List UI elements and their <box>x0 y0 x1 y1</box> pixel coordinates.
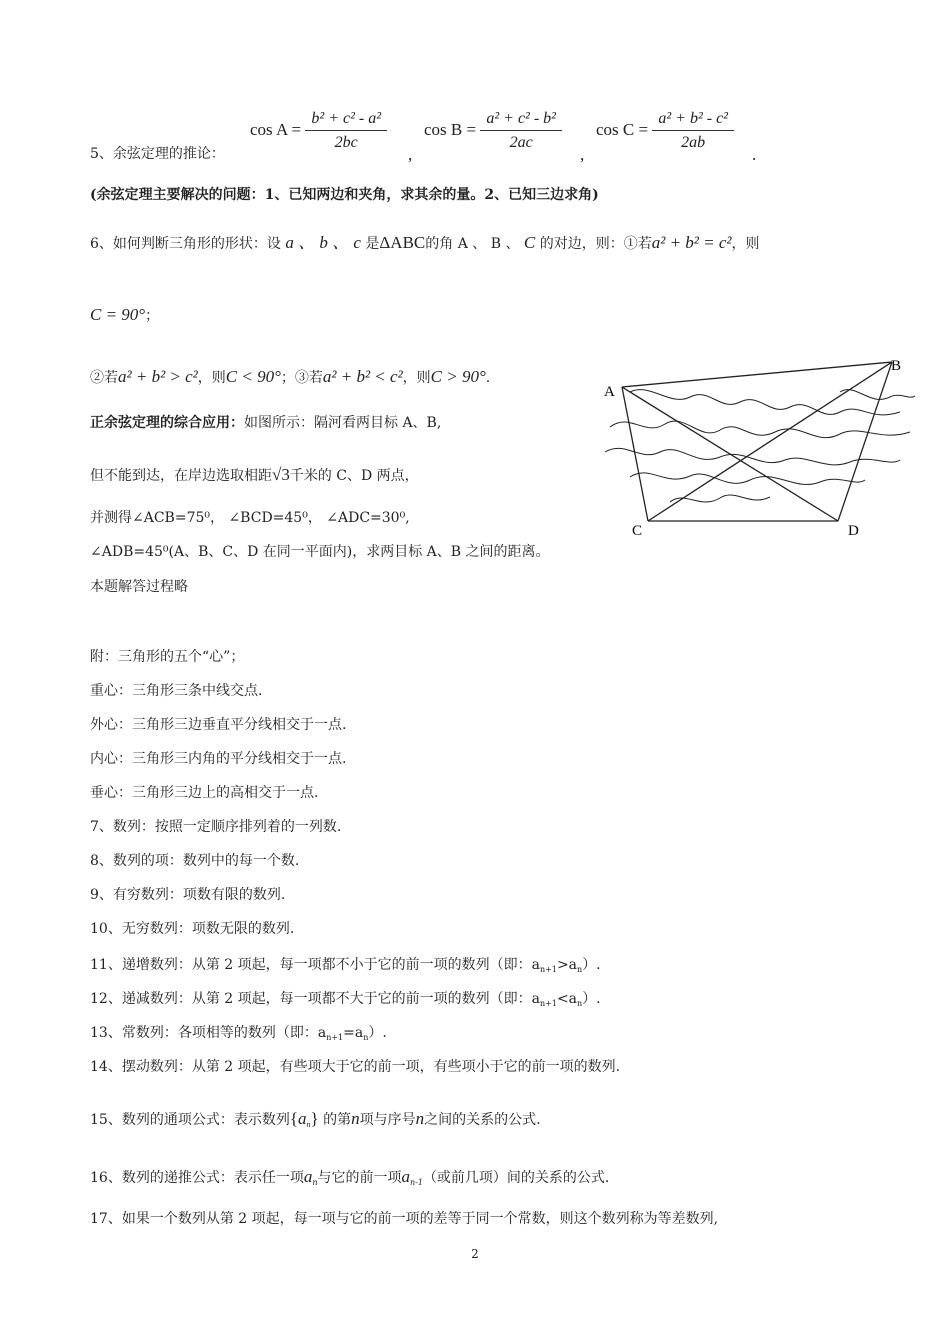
sqrt3: √3 <box>272 465 290 484</box>
item12-sub1: n+1 <box>539 999 557 1008</box>
page-number: 2 <box>471 1247 479 1261</box>
item15-n1: n <box>351 1109 360 1128</box>
item11-sub2: n <box>577 965 583 974</box>
item11-a1: a <box>531 957 540 973</box>
item16-text-a: 16、数列的递推公式：表示任一项 <box>90 1170 304 1186</box>
item6-angle-c: C <box>523 233 536 252</box>
item6-triangle: ΔABC <box>379 233 426 252</box>
item6-result1-formula: C = 90° <box>90 305 146 324</box>
item12-end: ）. <box>582 991 601 1007</box>
cosine-law-note: (余弦定理主要解决的问题：1、已知两边和夹角，求其余的量。2、已知三边求角) <box>90 187 599 203</box>
application-line5: 本题解答过程略 <box>90 579 188 595</box>
cosB-formula <box>424 110 562 152</box>
case2-cond: a² + b² > c² <box>118 367 198 386</box>
item15-seq-brace: $\{a_n\}$ <box>289 1109 319 1129</box>
item12 <box>90 990 601 1013</box>
cosA-formula <box>250 110 387 152</box>
label-B: B <box>891 358 902 374</box>
item11-sub1: n+1 <box>539 965 557 974</box>
item12-a1: a <box>531 991 540 1007</box>
item11 <box>90 956 601 979</box>
item13 <box>90 1024 387 1047</box>
label-D: D <box>848 523 859 539</box>
item12-a2: a <box>568 991 578 1007</box>
river-waves <box>605 390 915 502</box>
item14: 14、摆动数列：从第 2 项起，有些项大于它的前一项，有些项小于它的前一项的数列. <box>90 1059 621 1075</box>
cosC-numerator: a² + b² - c² <box>652 110 734 131</box>
item16-an1-sub: n-1 <box>409 1178 423 1187</box>
def-item: 10、无穷数列：项数无限的数列. <box>90 921 295 937</box>
cosC-lhs: cos C = <box>596 119 649 139</box>
item6-line1 <box>90 234 760 253</box>
case3-prefix: ；③若 <box>280 370 323 386</box>
case3-result: C > 90° <box>430 367 486 386</box>
item12-text: 12、递减数列：从第 2 项起，每一项都不大于它的前一项的数列（即： <box>90 991 532 1007</box>
cosC-formula <box>596 110 734 152</box>
cosB-lhs: cos B = <box>424 119 477 139</box>
item6-vars: a 、 b 、 c <box>285 233 361 252</box>
application-title: 正余弦定理的综合应用： <box>90 415 244 431</box>
case2-mid: ，则 <box>197 370 226 386</box>
application-line2 <box>90 466 419 485</box>
item13-op: = <box>343 1025 355 1041</box>
diagram-lines <box>622 362 892 521</box>
item16 <box>90 1168 609 1192</box>
item6-text-a: 6、如何判断三角形的形状：设 <box>90 236 281 252</box>
cosC-denominator: 2ab <box>681 134 706 151</box>
application-line4: ∠ADB=45⁰(A、B、C、D 在同一平面内)，求两目标 A、B 之间的距离。 <box>90 544 550 560</box>
center-item: 垂心：三角形三边上的高相交于一点. <box>90 785 319 801</box>
def-item: 7、数列：按照一定顺序排列着的一列数. <box>90 819 342 835</box>
item16-an1: a <box>401 1167 410 1186</box>
item15-text-a: 15、数列的通项公式：表示数列 <box>90 1112 290 1128</box>
item15 <box>90 1110 541 1134</box>
centers-title: 附：三角形的五个“心”； <box>90 649 245 665</box>
sep1: , <box>408 145 413 164</box>
cosB-numerator: a² + c² - b² <box>480 110 562 131</box>
case3-end: . <box>485 370 491 386</box>
center-item: 外心：三角形三边垂直平分线相交于一点. <box>90 717 347 733</box>
item6-result1 <box>90 306 159 325</box>
item6-text-e: ，则 <box>731 236 760 252</box>
side-BD <box>838 362 892 521</box>
end5: . <box>752 145 757 164</box>
item6-cond1: a² + b² = c² <box>651 233 732 252</box>
item13-text: 13、常数列：各项相等的数列（即： <box>90 1025 318 1041</box>
item6-text-b: 是 <box>365 236 380 252</box>
application-line1 <box>90 414 441 432</box>
item13-a2: a <box>354 1025 364 1041</box>
cosC-fraction <box>652 110 734 152</box>
sep2: , <box>580 145 585 164</box>
item15-seq-sub: n <box>306 1120 311 1129</box>
item15-text-b: 的第 <box>323 1112 352 1128</box>
item13-sub2: n <box>363 1033 369 1042</box>
item11-a2: a <box>568 957 578 973</box>
item15-seq: a <box>298 1109 307 1128</box>
cosA-fraction <box>305 110 387 152</box>
cosB-fraction <box>480 110 562 152</box>
application-line3: 并测得∠ACB=75⁰， ∠BCD=45⁰， ∠ADC=30⁰, <box>90 510 410 526</box>
case2-result: C < 90° <box>225 367 281 386</box>
item6-text-c: 的角 A 、 B 、 <box>425 236 520 252</box>
cosA-lhs: cos A = <box>250 119 302 139</box>
application-text2b: 千米的 C、D 两点， <box>289 468 419 484</box>
def-item: 8、数列的项：数列中的每一个数. <box>90 853 300 869</box>
item11-op: > <box>556 957 569 973</box>
side-AB <box>622 362 892 387</box>
item16-an: a <box>303 1167 313 1186</box>
item15-text-d: 之间的关系的公式. <box>424 1112 541 1128</box>
item11-end: ）. <box>582 957 601 973</box>
item6-text-d: 的对边，则：①若 <box>539 236 652 252</box>
def-item: 9、有穷数列：项数有限的数列. <box>90 887 286 903</box>
item16-an-sub: n <box>312 1178 318 1187</box>
item5-label: 5、余弦定理的推论： <box>90 146 225 162</box>
item15-n2: n <box>415 1109 425 1128</box>
item13-sub1: n+1 <box>326 1033 344 1042</box>
label-A: A <box>604 384 615 400</box>
case2-prefix: ②若 <box>90 370 118 386</box>
label-C: C <box>632 523 643 539</box>
item13-end: ）. <box>368 1025 387 1041</box>
item12-sub2: n <box>577 999 583 1008</box>
item16-text-b: 与它的前一项 <box>317 1170 402 1186</box>
case3-mid: ，则 <box>402 370 431 386</box>
item13-a1: a <box>317 1025 327 1041</box>
river-diagram <box>600 352 920 542</box>
item12-op: < <box>556 991 569 1007</box>
center-item: 内心：三角形三内角的平分线相交于一点. <box>90 751 347 767</box>
center-item: 重心：三角形三条中线交点. <box>90 683 263 699</box>
cosA-numerator: b² + c² - a² <box>305 110 387 131</box>
cosA-denominator: 2bc <box>334 134 358 151</box>
item6-result1-end: ； <box>145 308 160 324</box>
application-text1: 如图所示：隔河看两目标 A、B, <box>244 415 442 431</box>
item11-text: 11、递增数列：从第 2 项起，每一项都不小于它的前一项的数列（即： <box>90 957 532 973</box>
cosB-denominator: 2ac <box>509 134 533 151</box>
item6-cases <box>90 368 490 387</box>
item15-text-c: 项与序号 <box>359 1112 416 1128</box>
item16-text-c: （或前几项）间的关系的公式. <box>422 1170 610 1186</box>
application-text2a: 但不能到达，在岸边选取相距 <box>90 468 272 484</box>
item17: 17、如果一个数列从第 2 项起，每一项与它的前一项的差等于同一个常数，则这个数列称为等差数列, <box>90 1211 719 1227</box>
case3-cond: a² + b² < c² <box>322 367 403 386</box>
